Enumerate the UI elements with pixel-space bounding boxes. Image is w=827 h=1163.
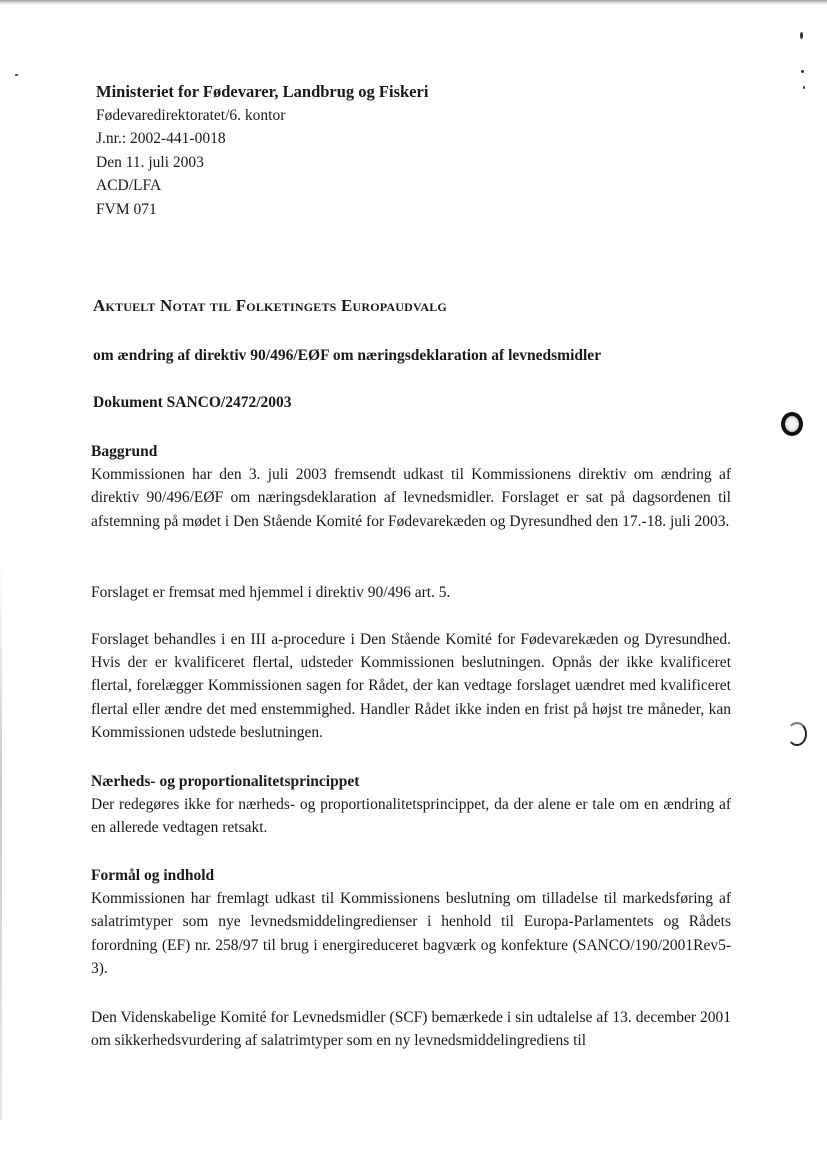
- paragraph: Der redegøres ikke for nærheds- og proportionalitetsprincippet, da der alene er tale om en ændring af en allerede vedtagen retsakt.: [91, 796, 731, 837]
- journal-number: J.nr.: 2002-441-0018: [96, 130, 226, 147]
- section-baggrund-procedure: [91, 628, 731, 744]
- document-title: Aktuelt Notat til Folketingets Europaudvalg: [93, 296, 447, 315]
- scan-edge-left: [0, 560, 2, 1120]
- document-date: Den 11. juli 2003: [96, 153, 204, 171]
- punch-hole-mark: [781, 412, 803, 436]
- paragraph: Forslaget er fremsat med hjemmel i direktiv 90/496 art. 5.: [91, 584, 451, 601]
- paragraph: Forslaget behandles i en III a-procedure i Den Stående Komité for Fødevarekæden og Dyresundhed. Hvis der er kvalificeret flertal, udsteder Kommissionen beslutningen. Opnås der ikke kvalificeret flertal, forelægger Kommissionen sagen for Rådet, der kan vedtage forslaget uændret med kvalificeret flertal eller ændre det med enstemmighed. Handler Rådet ikke inden en frist på højst tre måneder, kan Kommissionen udstede beslutningen.: [91, 631, 731, 741]
- department: Fødevaredirektoratet/6. kontor: [96, 106, 286, 124]
- document-reference: Dokument SANCO/2472/2003: [93, 394, 292, 411]
- section-heading: Baggrund: [91, 443, 158, 460]
- paragraph: Den Videnskabelige Komité for Levnedsmidler (SCF) bemærkede i sin udtalelse af 13. december 2001 om sikkerhedsvurdering af salatrimtyper som en ny levnedsmiddelingrediens til: [91, 1009, 731, 1050]
- scan-speck: [15, 74, 18, 76]
- initials: ACD/LFA: [96, 177, 162, 194]
- section-formaal-scf: [91, 1006, 731, 1052]
- scan-speck: [800, 32, 803, 39]
- section-formaal: [91, 864, 731, 980]
- punch-hole-mark: [787, 722, 807, 746]
- ministry-name: Ministeriet for Fødevarer, Landbrug og Fiskeri: [96, 82, 429, 101]
- section-heading: Nærheds- og proportionalitetsprincippet: [91, 773, 360, 790]
- scan-edge-top: [0, 0, 827, 5]
- paragraph: Kommissionen har den 3. juli 2003 fremsendt udkast til Kommissionens direktiv om ændring af direktiv 90/496/EØF om næringsdeklaration af levnedsmidler. Forslaget er sat på dagsordenen til afstemning på mødet i Den Stående Komité for Fødevarekæden og Dyresundhed den 17.-18. juli 2003.: [91, 466, 731, 530]
- paragraph: Kommissionen har fremlagt udkast til Kommissionens beslutning om tilladelse til markedsføring af salatrimtyper som nye levnedsmiddelingredienser i henhold til Europa-Parlamentets og Rådets forordning (EF) nr. 258/97 til brug i energireduceret bagværk og konfekture (SANCO/190/2001Rev5-3).: [91, 890, 731, 977]
- section-baggrund-legal-basis: [91, 581, 731, 604]
- scan-speck: [803, 86, 805, 89]
- letterhead: [96, 80, 428, 221]
- document-subtitle: om ændring af direktiv 90/496/EØF om næringsdeklaration af levnedsmidler: [93, 347, 602, 364]
- scan-speck: [801, 70, 804, 73]
- section-heading: Formål og indhold: [91, 867, 215, 884]
- section-baggrund: [91, 440, 731, 533]
- section-naerhed: [91, 770, 731, 840]
- reference-code: FVM 071: [96, 200, 157, 218]
